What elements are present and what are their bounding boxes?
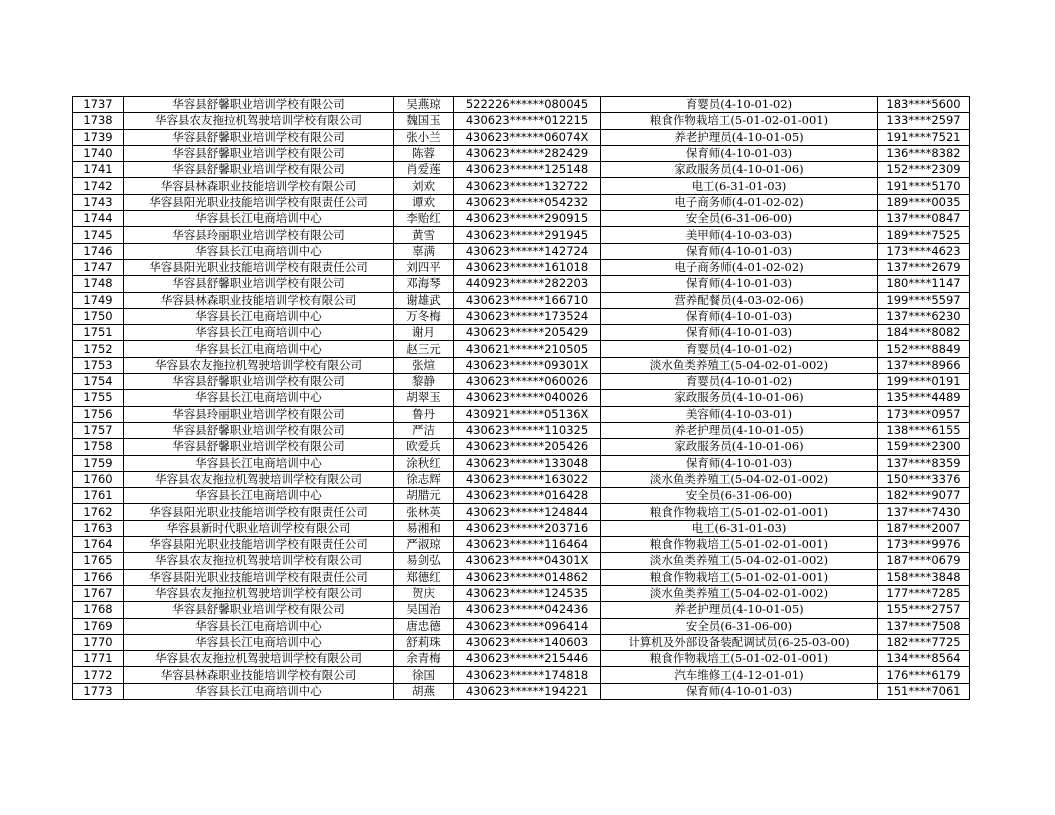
id-number-cell: 430623******124535 xyxy=(454,585,601,601)
phone-number-cell: 158****3848 xyxy=(878,569,970,585)
table-row xyxy=(73,325,970,341)
table-row xyxy=(73,634,970,650)
serial-number-cell: 1762 xyxy=(73,504,124,520)
trainee-name-cell: 赵三元 xyxy=(394,341,454,357)
table-row xyxy=(73,618,970,634)
phone-number-cell: 199****5597 xyxy=(878,292,970,308)
id-number-cell: 430623******161018 xyxy=(454,259,601,275)
occupation-cell: 安全员(6-31-06-00) xyxy=(601,211,878,227)
occupation-cell: 安全员(6-31-06-00) xyxy=(601,488,878,504)
occupation-cell: 育婴员(4-10-01-02) xyxy=(601,341,878,357)
table-row xyxy=(73,439,970,455)
phone-number-cell: 189****0035 xyxy=(878,194,970,210)
trainee-name-cell: 严淑琼 xyxy=(394,537,454,553)
table-row xyxy=(73,276,970,292)
id-number-cell: 430623******166710 xyxy=(454,292,601,308)
training-school-cell: 华容县舒馨职业培训学校有限公司 xyxy=(124,129,394,145)
trainee-name-cell: 吴国治 xyxy=(394,602,454,618)
trainee-name-cell: 谢雄武 xyxy=(394,292,454,308)
training-school-cell: 华容县舒馨职业培训学校有限公司 xyxy=(124,276,394,292)
phone-number-cell: 191****5170 xyxy=(878,178,970,194)
id-number-cell: 430623******124844 xyxy=(454,504,601,520)
serial-number-cell: 1738 xyxy=(73,113,124,129)
occupation-cell: 粮食作物栽培工(5-01-02-01-001) xyxy=(601,537,878,553)
table-row xyxy=(73,113,970,129)
training-school-cell: 华容县长江电商培训中心 xyxy=(124,488,394,504)
phone-number-cell: 152****8849 xyxy=(878,341,970,357)
occupation-cell: 保育师(4-10-01-03) xyxy=(601,325,878,341)
training-school-cell: 华容县舒馨职业培训学校有限公司 xyxy=(124,422,394,438)
id-number-cell: 430623******060026 xyxy=(454,374,601,390)
serial-number-cell: 1742 xyxy=(73,178,124,194)
trainee-name-cell: 谭欢 xyxy=(394,194,454,210)
serial-number-cell: 1772 xyxy=(73,667,124,683)
training-school-cell: 华容县长江电商培训中心 xyxy=(124,308,394,324)
occupation-cell: 家政服务员(4-10-01-06) xyxy=(601,162,878,178)
training-school-cell: 华容县农友拖拉机驾驶培训学校有限公司 xyxy=(124,471,394,487)
table-row xyxy=(73,211,970,227)
serial-number-cell: 1766 xyxy=(73,569,124,585)
id-number-cell: 430623******04301X xyxy=(454,553,601,569)
training-school-cell: 华容县玲丽职业培训学校有限公司 xyxy=(124,406,394,422)
trainee-name-cell: 陈蓉 xyxy=(394,145,454,161)
training-school-cell: 华容县玲丽职业培训学校有限公司 xyxy=(124,227,394,243)
trainee-name-cell: 张煊 xyxy=(394,357,454,373)
id-number-cell: 430623******291945 xyxy=(454,227,601,243)
table-row xyxy=(73,520,970,536)
occupation-cell: 淡水鱼类养殖工(5-04-02-01-002) xyxy=(601,585,878,601)
training-school-cell: 华容县农友拖拉机驾驶培训学校有限公司 xyxy=(124,553,394,569)
phone-number-cell: 138****6155 xyxy=(878,422,970,438)
training-school-cell: 华容县阳光职业技能培训学校有限责任公司 xyxy=(124,504,394,520)
id-number-cell: 430623******014862 xyxy=(454,569,601,585)
occupation-cell: 养老护理员(4-10-01-05) xyxy=(601,602,878,618)
trainee-name-cell: 严洁 xyxy=(394,422,454,438)
occupation-cell: 粮食作物栽培工(5-01-02-01-001) xyxy=(601,651,878,667)
id-number-cell: 430623******096414 xyxy=(454,618,601,634)
id-number-cell: 430623******012215 xyxy=(454,113,601,129)
training-school-cell: 华容县农友拖拉机驾驶培训学校有限公司 xyxy=(124,113,394,129)
serial-number-cell: 1750 xyxy=(73,308,124,324)
table-row xyxy=(73,194,970,210)
id-number-cell: 430623******042436 xyxy=(454,602,601,618)
id-number-cell: 430623******040026 xyxy=(454,390,601,406)
phone-number-cell: 177****7285 xyxy=(878,585,970,601)
serial-number-cell: 1770 xyxy=(73,634,124,650)
serial-number-cell: 1743 xyxy=(73,194,124,210)
phone-number-cell: 182****7725 xyxy=(878,634,970,650)
serial-number-cell: 1749 xyxy=(73,292,124,308)
trainee-name-cell: 张林英 xyxy=(394,504,454,520)
trainee-name-cell: 胡腊元 xyxy=(394,488,454,504)
training-school-cell: 华容县长江电商培训中心 xyxy=(124,634,394,650)
occupation-cell: 保育师(4-10-01-03) xyxy=(601,455,878,471)
trainee-name-cell: 胡翠玉 xyxy=(394,390,454,406)
phone-number-cell: 173****4623 xyxy=(878,243,970,259)
phone-number-cell: 155****2757 xyxy=(878,602,970,618)
training-school-cell: 华容县舒馨职业培训学校有限公司 xyxy=(124,145,394,161)
serial-number-cell: 1747 xyxy=(73,259,124,275)
serial-number-cell: 1748 xyxy=(73,276,124,292)
training-school-cell: 华容县舒馨职业培训学校有限公司 xyxy=(124,162,394,178)
trainee-name-cell: 肖爱莲 xyxy=(394,162,454,178)
serial-number-cell: 1739 xyxy=(73,129,124,145)
trainee-name-cell: 魏国玉 xyxy=(394,113,454,129)
table-row xyxy=(73,357,970,373)
occupation-cell: 养老护理员(4-10-01-05) xyxy=(601,129,878,145)
table-row xyxy=(73,651,970,667)
trainee-name-cell: 刘欢 xyxy=(394,178,454,194)
serial-number-cell: 1751 xyxy=(73,325,124,341)
phone-number-cell: 199****0191 xyxy=(878,374,970,390)
trainee-name-cell: 邓海琴 xyxy=(394,276,454,292)
serial-number-cell: 1768 xyxy=(73,602,124,618)
training-school-cell: 华容县舒馨职业培训学校有限公司 xyxy=(124,602,394,618)
training-school-cell: 华容县林森职业技能培训学校有限公司 xyxy=(124,178,394,194)
phone-number-cell: 180****1147 xyxy=(878,276,970,292)
serial-number-cell: 1756 xyxy=(73,406,124,422)
id-number-cell: 430623******133048 xyxy=(454,455,601,471)
id-number-cell: 430623******205429 xyxy=(454,325,601,341)
serial-number-cell: 1758 xyxy=(73,439,124,455)
table-row xyxy=(73,406,970,422)
serial-number-cell: 1763 xyxy=(73,520,124,536)
id-number-cell: 430623******215446 xyxy=(454,651,601,667)
phone-number-cell: 137****8966 xyxy=(878,357,970,373)
occupation-cell: 育婴员(4-10-01-02) xyxy=(601,374,878,390)
trainee-name-cell: 欧爱兵 xyxy=(394,439,454,455)
trainee-name-cell: 徐国 xyxy=(394,667,454,683)
phone-number-cell: 152****2309 xyxy=(878,162,970,178)
training-school-cell: 华容县阳光职业技能培训学校有限责任公司 xyxy=(124,537,394,553)
serial-number-cell: 1740 xyxy=(73,145,124,161)
id-number-cell: 430623******142724 xyxy=(454,243,601,259)
trainee-name-cell: 郑德红 xyxy=(394,569,454,585)
serial-number-cell: 1757 xyxy=(73,422,124,438)
trainee-name-cell: 鲁丹 xyxy=(394,406,454,422)
serial-number-cell: 1765 xyxy=(73,553,124,569)
id-number-cell: 430623******054232 xyxy=(454,194,601,210)
trainee-name-cell: 李贻红 xyxy=(394,211,454,227)
training-school-cell: 华容县农友拖拉机驾驶培训学校有限公司 xyxy=(124,651,394,667)
occupation-cell: 美甲师(4-10-03-03) xyxy=(601,227,878,243)
table-row xyxy=(73,162,970,178)
serial-number-cell: 1737 xyxy=(73,97,124,113)
table-row xyxy=(73,308,970,324)
serial-number-cell: 1744 xyxy=(73,211,124,227)
id-number-cell: 430623******203716 xyxy=(454,520,601,536)
table-row xyxy=(73,390,970,406)
table-row xyxy=(73,455,970,471)
phone-number-cell: 137****6230 xyxy=(878,308,970,324)
training-school-cell: 华容县长江电商培训中心 xyxy=(124,243,394,259)
table-row xyxy=(73,145,970,161)
trainee-name-cell: 张小兰 xyxy=(394,129,454,145)
serial-number-cell: 1767 xyxy=(73,585,124,601)
id-number-cell: 430623******194221 xyxy=(454,683,601,699)
phone-number-cell: 134****8564 xyxy=(878,651,970,667)
id-number-cell: 430623******06074X xyxy=(454,129,601,145)
id-number-cell: 430623******125148 xyxy=(454,162,601,178)
phone-number-cell: 191****7521 xyxy=(878,129,970,145)
training-school-cell: 华容县林森职业技能培训学校有限公司 xyxy=(124,292,394,308)
training-school-cell: 华容县长江电商培训中心 xyxy=(124,325,394,341)
table-row xyxy=(73,341,970,357)
table-row xyxy=(73,585,970,601)
id-number-cell: 430623******173524 xyxy=(454,308,601,324)
training-school-cell: 华容县舒馨职业培训学校有限公司 xyxy=(124,439,394,455)
phone-number-cell: 187****2007 xyxy=(878,520,970,536)
occupation-cell: 粮食作物栽培工(5-01-02-01-001) xyxy=(601,113,878,129)
table-row xyxy=(73,553,970,569)
trainee-name-cell: 黄雪 xyxy=(394,227,454,243)
occupation-cell: 安全员(6-31-06-00) xyxy=(601,618,878,634)
trainee-roster-table xyxy=(72,96,970,700)
table-row xyxy=(73,259,970,275)
serial-number-cell: 1769 xyxy=(73,618,124,634)
trainee-name-cell: 万冬梅 xyxy=(394,308,454,324)
id-number-cell: 430623******290915 xyxy=(454,211,601,227)
occupation-cell: 保育师(4-10-01-03) xyxy=(601,276,878,292)
occupation-cell: 汽车维修工(4-12-01-01) xyxy=(601,667,878,683)
table-row xyxy=(73,537,970,553)
table-row xyxy=(73,667,970,683)
trainee-name-cell: 贺庆 xyxy=(394,585,454,601)
phone-number-cell: 189****7525 xyxy=(878,227,970,243)
training-school-cell: 华容县长江电商培训中心 xyxy=(124,341,394,357)
training-school-cell: 华容县农友拖拉机驾驶培训学校有限公司 xyxy=(124,585,394,601)
occupation-cell: 计算机及外部设备装配调试员(6-25-03-00) xyxy=(601,634,878,650)
occupation-cell: 电工(6-31-01-03) xyxy=(601,178,878,194)
occupation-cell: 淡水鱼类养殖工(5-04-02-01-002) xyxy=(601,553,878,569)
table-row xyxy=(73,471,970,487)
table-row xyxy=(73,683,970,699)
id-number-cell: 430623******09301X xyxy=(454,357,601,373)
table-row xyxy=(73,422,970,438)
trainee-name-cell: 徐志辉 xyxy=(394,471,454,487)
training-school-cell: 华容县林森职业技能培训学校有限公司 xyxy=(124,667,394,683)
table-row xyxy=(73,97,970,113)
id-number-cell: 430623******282429 xyxy=(454,145,601,161)
id-number-cell: 430623******110325 xyxy=(454,422,601,438)
serial-number-cell: 1753 xyxy=(73,357,124,373)
phone-number-cell: 182****9077 xyxy=(878,488,970,504)
phone-number-cell: 133****2597 xyxy=(878,113,970,129)
phone-number-cell: 135****4489 xyxy=(878,390,970,406)
occupation-cell: 电工(6-31-01-03) xyxy=(601,520,878,536)
training-school-cell: 华容县长江电商培训中心 xyxy=(124,618,394,634)
training-school-cell: 华容县长江电商培训中心 xyxy=(124,211,394,227)
training-school-cell: 华容县农友拖拉机驾驶培训学校有限公司 xyxy=(124,357,394,373)
serial-number-cell: 1773 xyxy=(73,683,124,699)
table-row xyxy=(73,227,970,243)
id-number-cell: 430623******140603 xyxy=(454,634,601,650)
phone-number-cell: 150****3376 xyxy=(878,471,970,487)
trainee-name-cell: 余青梅 xyxy=(394,651,454,667)
trainee-name-cell: 吴燕琼 xyxy=(394,97,454,113)
trainee-name-cell: 胡燕 xyxy=(394,683,454,699)
training-school-cell: 华容县长江电商培训中心 xyxy=(124,390,394,406)
occupation-cell: 保育师(4-10-01-03) xyxy=(601,683,878,699)
phone-number-cell: 183****5600 xyxy=(878,97,970,113)
phone-number-cell: 137****2679 xyxy=(878,259,970,275)
occupation-cell: 家政服务员(4-10-01-06) xyxy=(601,439,878,455)
serial-number-cell: 1752 xyxy=(73,341,124,357)
occupation-cell: 粮食作物栽培工(5-01-02-01-001) xyxy=(601,504,878,520)
occupation-cell: 育婴员(4-10-01-02) xyxy=(601,97,878,113)
trainee-name-cell: 黎静 xyxy=(394,374,454,390)
occupation-cell: 养老护理员(4-10-01-05) xyxy=(601,422,878,438)
table-row xyxy=(73,488,970,504)
phone-number-cell: 137****7430 xyxy=(878,504,970,520)
id-number-cell: 430921******05136X xyxy=(454,406,601,422)
trainee-name-cell: 易剑弘 xyxy=(394,553,454,569)
occupation-cell: 美容师(4-10-03-01) xyxy=(601,406,878,422)
occupation-cell: 电子商务师(4-01-02-02) xyxy=(601,259,878,275)
phone-number-cell: 137****7508 xyxy=(878,618,970,634)
serial-number-cell: 1745 xyxy=(73,227,124,243)
table-row xyxy=(73,602,970,618)
id-number-cell: 430623******016428 xyxy=(454,488,601,504)
table-row xyxy=(73,243,970,259)
id-number-cell: 430623******174818 xyxy=(454,667,601,683)
id-number-cell: 440923******282203 xyxy=(454,276,601,292)
table-row xyxy=(73,178,970,194)
trainee-name-cell: 易湘和 xyxy=(394,520,454,536)
serial-number-cell: 1760 xyxy=(73,471,124,487)
trainee-name-cell: 谢月 xyxy=(394,325,454,341)
phone-number-cell: 159****2300 xyxy=(878,439,970,455)
trainee-name-cell: 唐忠德 xyxy=(394,618,454,634)
phone-number-cell: 187****0679 xyxy=(878,553,970,569)
phone-number-cell: 173****0957 xyxy=(878,406,970,422)
training-school-cell: 华容县阳光职业技能培训学校有限责任公司 xyxy=(124,259,394,275)
training-school-cell: 华容县新时代职业培训学校有限公司 xyxy=(124,520,394,536)
id-number-cell: 430623******116464 xyxy=(454,537,601,553)
serial-number-cell: 1759 xyxy=(73,455,124,471)
training-school-cell: 华容县阳光职业技能培训学校有限责任公司 xyxy=(124,569,394,585)
occupation-cell: 淡水鱼类养殖工(5-04-02-01-002) xyxy=(601,471,878,487)
table-row xyxy=(73,569,970,585)
trainee-name-cell: 刘四平 xyxy=(394,259,454,275)
trainee-name-cell: 涂秋红 xyxy=(394,455,454,471)
id-number-cell: 430623******163022 xyxy=(454,471,601,487)
serial-number-cell: 1764 xyxy=(73,537,124,553)
occupation-cell: 家政服务员(4-10-01-06) xyxy=(601,390,878,406)
training-school-cell: 华容县长江电商培训中心 xyxy=(124,455,394,471)
serial-number-cell: 1741 xyxy=(73,162,124,178)
occupation-cell: 营养配餐员(4-03-02-06) xyxy=(601,292,878,308)
serial-number-cell: 1754 xyxy=(73,374,124,390)
serial-number-cell: 1755 xyxy=(73,390,124,406)
id-number-cell: 430623******205426 xyxy=(454,439,601,455)
roster-body xyxy=(73,97,970,700)
phone-number-cell: 173****9976 xyxy=(878,537,970,553)
training-school-cell: 华容县舒馨职业培训学校有限公司 xyxy=(124,97,394,113)
serial-number-cell: 1771 xyxy=(73,651,124,667)
phone-number-cell: 176****6179 xyxy=(878,667,970,683)
serial-number-cell: 1746 xyxy=(73,243,124,259)
id-number-cell: 522226******080045 xyxy=(454,97,601,113)
occupation-cell: 粮食作物栽培工(5-01-02-01-001) xyxy=(601,569,878,585)
table-row xyxy=(73,129,970,145)
table-row xyxy=(73,292,970,308)
phone-number-cell: 137****0847 xyxy=(878,211,970,227)
phone-number-cell: 136****8382 xyxy=(878,145,970,161)
occupation-cell: 淡水鱼类养殖工(5-04-02-01-002) xyxy=(601,357,878,373)
training-school-cell: 华容县舒馨职业培训学校有限公司 xyxy=(124,374,394,390)
serial-number-cell: 1761 xyxy=(73,488,124,504)
occupation-cell: 保育师(4-10-01-03) xyxy=(601,243,878,259)
training-school-cell: 华容县阳光职业技能培训学校有限责任公司 xyxy=(124,194,394,210)
trainee-name-cell: 舒莉珠 xyxy=(394,634,454,650)
occupation-cell: 保育师(4-10-01-03) xyxy=(601,308,878,324)
occupation-cell: 保育师(4-10-01-03) xyxy=(601,145,878,161)
phone-number-cell: 151****7061 xyxy=(878,683,970,699)
occupation-cell: 电子商务师(4-01-02-02) xyxy=(601,194,878,210)
id-number-cell: 430621******210505 xyxy=(454,341,601,357)
table-row xyxy=(73,504,970,520)
training-school-cell: 华容县长江电商培训中心 xyxy=(124,683,394,699)
id-number-cell: 430623******132722 xyxy=(454,178,601,194)
phone-number-cell: 137****8359 xyxy=(878,455,970,471)
trainee-name-cell: 辜满 xyxy=(394,243,454,259)
table-row xyxy=(73,374,970,390)
phone-number-cell: 184****8082 xyxy=(878,325,970,341)
